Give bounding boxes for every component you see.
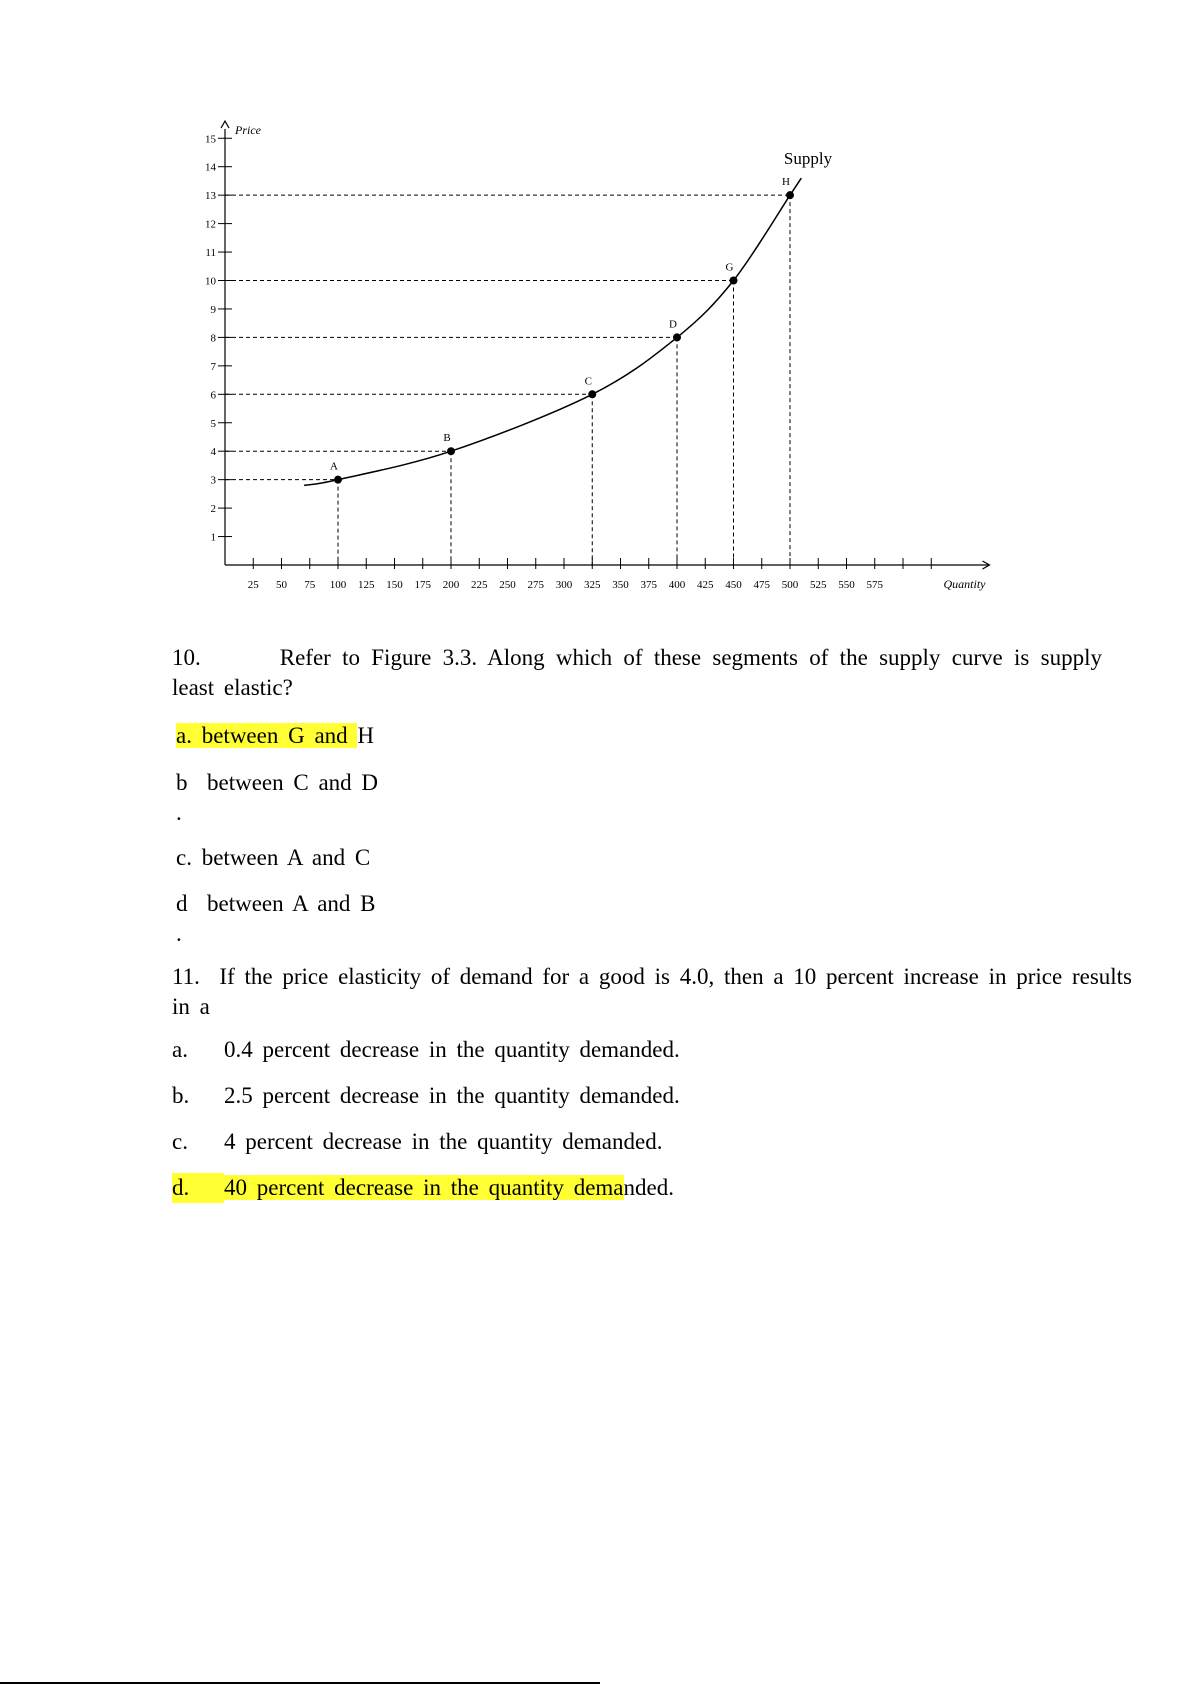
y-tick-label: 15 (205, 133, 216, 146)
point-A (334, 476, 342, 484)
q10-option-a-text-rest: H (357, 723, 375, 748)
q10-option-b-text: between C and D (207, 770, 379, 795)
y-tick-label: 12 (205, 218, 216, 231)
x-tick-label: 225 (471, 579, 488, 591)
question-10-number: 10. (172, 645, 201, 670)
x-tick-label: 125 (358, 579, 375, 591)
point-B (447, 447, 455, 455)
x-tick-label: 350 (612, 579, 629, 591)
q11-option-a-text: 0.4 percent decrease in the quantity demanded. (224, 1037, 680, 1062)
y-tick-label: 8 (210, 332, 216, 345)
x-tick-label: 50 (276, 579, 287, 591)
x-tick-label: 525 (810, 579, 827, 591)
question-11 (172, 962, 1132, 1022)
question-11-number: 11. (172, 964, 200, 989)
point-C (588, 390, 596, 398)
supply-chart (0, 0, 1191, 620)
y-tick-label: 5 (210, 417, 216, 430)
page-bottom-rule (0, 1682, 600, 1684)
q10-option-d (176, 889, 376, 919)
q11-option-d-letter: d. (172, 1173, 224, 1203)
q11-option-d (172, 1173, 674, 1203)
y-tick-label: 6 (210, 389, 216, 402)
x-tick-label: 450 (725, 579, 742, 591)
point-D (673, 333, 681, 341)
q11-option-a-letter: a. (172, 1037, 188, 1062)
point-label-C: C (584, 375, 592, 388)
point-label-G: G (725, 261, 734, 274)
y-tick-label: 10 (205, 275, 216, 288)
q11-option-b-text: 2.5 percent decrease in the quantity demanded. (224, 1083, 680, 1108)
x-tick-label: 175 (414, 579, 431, 591)
point-H (786, 191, 794, 199)
q11-option-d-text-highlighted: 40 percent decrease in the quantity dema (224, 1175, 624, 1200)
x-tick-label: 550 (838, 579, 855, 591)
q11-option-c-text: 4 percent decrease in the quantity demanded. (224, 1129, 663, 1154)
x-tick-label: 325 (584, 579, 601, 591)
y-tick-label: 11 (205, 247, 216, 260)
y-tick-label: 14 (205, 161, 216, 174)
chart-axes (205, 121, 990, 591)
chart-labels (330, 149, 833, 473)
question-10 (172, 643, 1102, 703)
q11-option-d-text-rest: nded. (623, 1175, 674, 1200)
q10-option-d-text: between A and B (207, 891, 376, 916)
q10-stray-dot-1: . (176, 800, 182, 825)
x-tick-label: 150 (386, 579, 403, 591)
y-tick-label: 4 (210, 446, 216, 459)
point-label-B: B (443, 432, 451, 445)
point-label-H: H (782, 176, 790, 189)
question-10-text: Refer to Figure 3.3. Along which of these segments of the supply curve is supply least elastic? (172, 645, 1103, 700)
q11-option-b (172, 1081, 680, 1111)
y-axis-arrow (221, 121, 229, 128)
q10-option-c-text: between A and C (201, 845, 371, 870)
question-11-text: If the price elasticity of demand for a good is 4.0, then a 10 percent increase in price results in a (172, 964, 1133, 1019)
x-tick-label: 100 (329, 579, 347, 591)
point-label-A: A (330, 460, 338, 473)
point-G (730, 277, 738, 285)
q11-option-b-letter: b. (172, 1083, 190, 1108)
x-tick-label: 475 (753, 579, 770, 591)
x-tick-label: 575 (866, 579, 883, 591)
y-tick-label: 13 (205, 190, 216, 203)
x-tick-label: 25 (247, 579, 259, 591)
y-tick-label: 9 (210, 303, 216, 316)
q10-option-d-letter: d (176, 891, 188, 916)
x-tick-label: 400 (668, 579, 686, 591)
q10-option-a-letter: a. (176, 723, 192, 748)
point-label-D: D (669, 318, 677, 331)
q10-option-b-letter: b (176, 770, 188, 795)
chart-curve-layer (304, 178, 801, 485)
q11-option-c-letter: c. (172, 1129, 188, 1154)
x-tick-label: 200 (442, 579, 460, 591)
q10-option-b (176, 768, 378, 798)
x-tick-label: 425 (697, 579, 714, 591)
y-tick-label: 2 (210, 503, 216, 516)
supply-curve (304, 178, 801, 485)
q10-option-a-text: between G and (191, 723, 358, 748)
supply-curve-label: Supply (783, 148, 833, 168)
q10-option-c (176, 843, 370, 873)
y-tick-label: 1 (210, 531, 216, 544)
x-tick-label: 250 (499, 579, 516, 591)
x-tick-label: 375 (640, 579, 657, 591)
y-tick-label: 7 (210, 360, 216, 373)
y-axis-title: Price (235, 123, 261, 138)
q10-option-c-letter: c. (176, 845, 192, 870)
q11-option-a (172, 1035, 680, 1065)
q10-option-a (176, 721, 374, 751)
x-axis-title: Quantity (943, 577, 986, 591)
x-tick-label: 500 (781, 579, 799, 591)
x-tick-label: 275 (527, 579, 544, 591)
x-tick-label: 75 (304, 579, 316, 591)
y-tick-label: 3 (210, 474, 216, 487)
q10-stray-dot-2: . (176, 921, 182, 946)
x-tick-label: 300 (555, 579, 573, 591)
chart-guide-lines (225, 195, 790, 565)
q11-option-c (172, 1127, 662, 1157)
